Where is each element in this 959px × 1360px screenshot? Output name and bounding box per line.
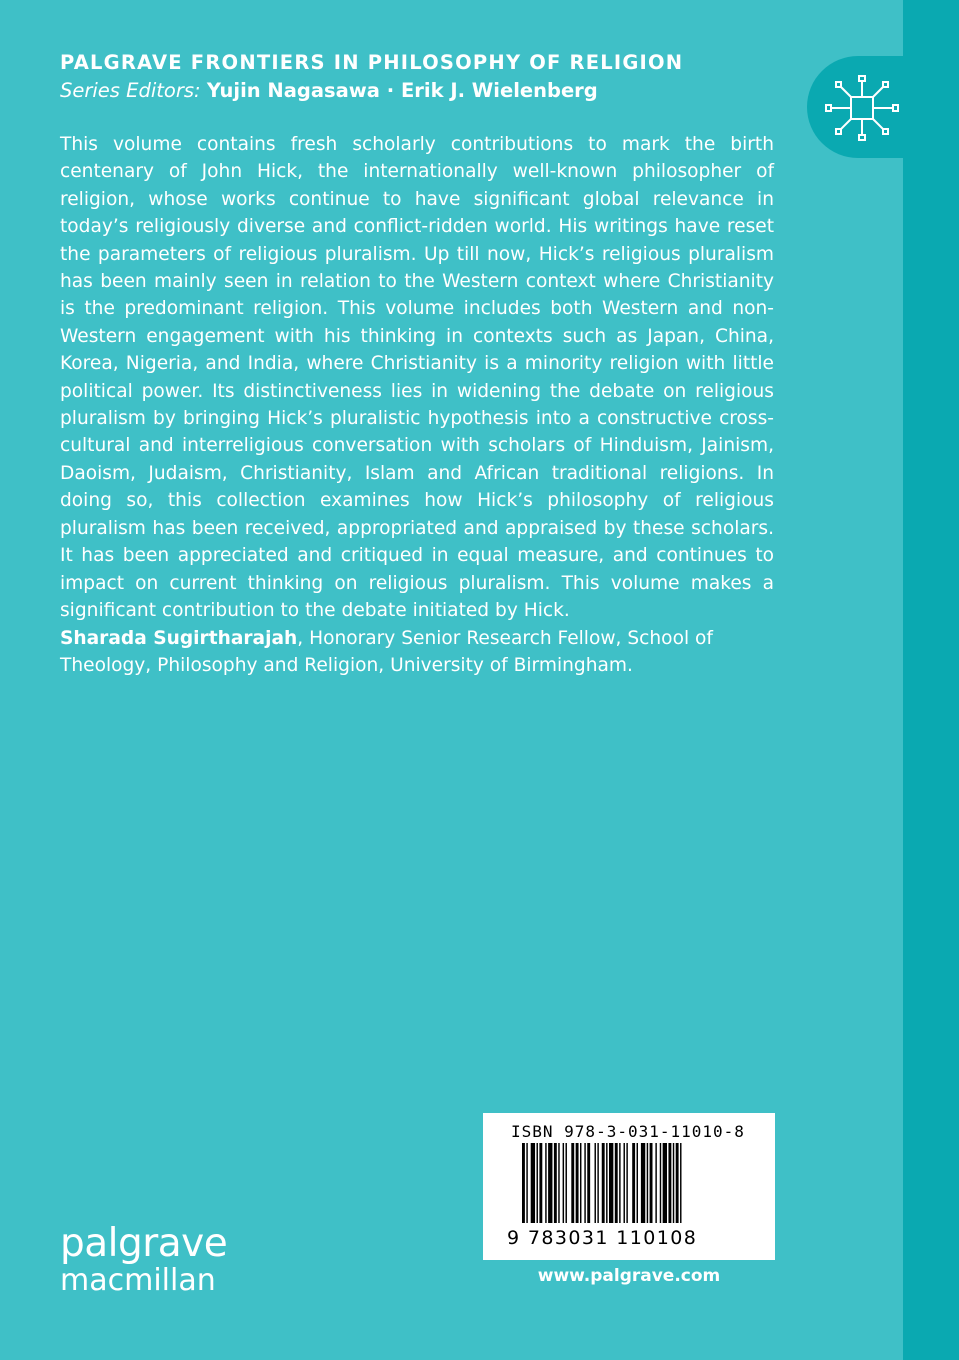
series-title: PALGRAVE FRONTIERS IN PHILOSOPHY OF RELIGION (60, 51, 684, 74)
barcode-digits: 9 783031 110108 (507, 1227, 698, 1249)
publisher-logo-line2: macmillan (60, 1263, 216, 1298)
series-editors-label: Series Editors: (60, 79, 201, 102)
publisher-url: www.palgrave.com (483, 1260, 775, 1292)
reviewer-affiliation: , Honorary Senior Research Fellow, School of Theology, Philosophy and Religion, University of Birmingham. (60, 628, 713, 677)
reviewer-name: Sharada Sugirtharajah (60, 628, 298, 649)
publisher-logo-line1: palgrave (60, 1221, 228, 1266)
publisher-logo (60, 1221, 228, 1298)
isbn-text: ISBN 978-3-031-11010-8 (511, 1122, 745, 1141)
barcode-box (483, 1113, 775, 1292)
series-editors-names: Yujin Nagasawa · Erik J. Wielenberg (206, 79, 598, 102)
spine-strip (903, 0, 959, 1360)
barcode-icon (522, 1143, 736, 1233)
reviewer-endorsement (60, 625, 776, 680)
book-blurb: This volume contains fresh scholarly contributions to mark the birth centenary of John Hick, the internationally well-known philosopher of religion, whose works continue to have significant global relevance in today’s religiously diverse and conflict-ridden world. His writings have reset the parameters of religious pluralism. Up till now, Hick’s religious pluralism has been mainly seen in relation to the Western context where Christianity is the predominant religion. This volume includes both Western and non-Western engagement with his thinking in contexts such as Japan, China, Korea, Nigeria, and India, where Christianity is a minority religion with little political power. Its distinctiveness lies in widening the debate on religious pluralism by bringing Hick’s pluralistic hypothesis into a constructive cross-cultural and interreligious conversation with scholars of Hinduism, Jainism, Daoism, Judaism, Christianity, Islam and African traditional religions. In doing so, this collection examines how Hick’s philosophy of religious pluralism has been received, appropriated and appraised by these scholars. It has been appreciated and critiqued in equal measure, and continues to impact on current thinking on religious pluralism. This volume makes a significant contribution to the debate initiated by Hick. (60, 134, 774, 621)
series-editors (60, 79, 598, 102)
series-logo-icon (823, 74, 903, 144)
series-logo-tab (807, 56, 917, 158)
